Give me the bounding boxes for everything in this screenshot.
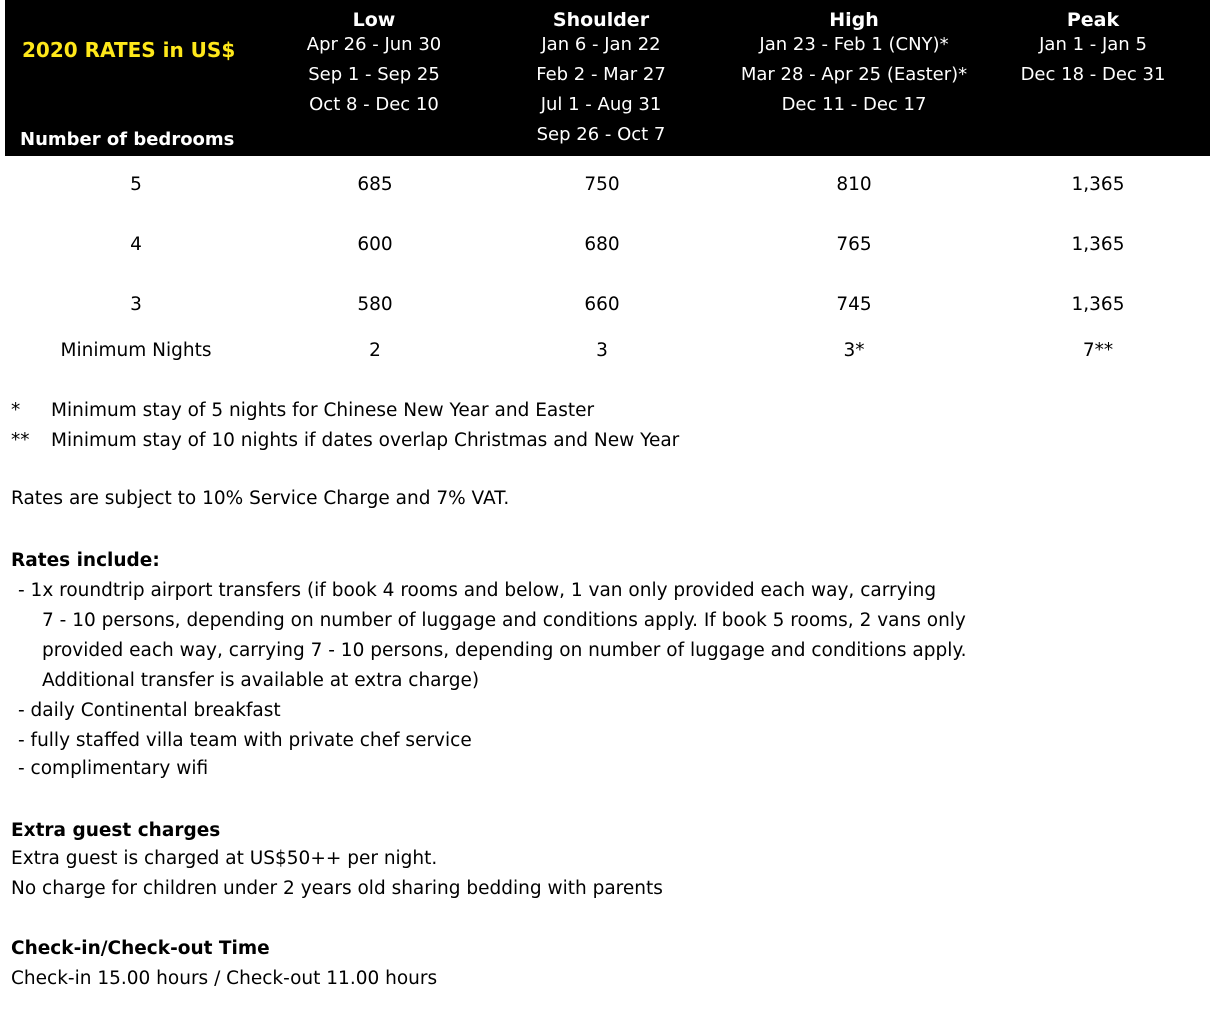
season-date-range: Dec 18 - Dec 31 [1020, 64, 1166, 85]
rates-title: 2020 RATES in US$ [22, 38, 236, 62]
season-column-shoulder [496, 0, 706, 150]
season-date-range: Jan 23 - Feb 1 (CNY)* [759, 34, 949, 55]
season-date-range: Jan 1 - Jan 5 [1039, 34, 1147, 55]
season-date-range: Sep 26 - Oct 7 [536, 124, 666, 145]
rate-cell: 1,365 [1071, 174, 1125, 195]
list-item: - complimentary wifi [18, 758, 209, 779]
list-item-continuation: Additional transfer is available at extra charge) [42, 670, 480, 691]
rates-include-heading: Rates include: [11, 550, 160, 571]
rate-cell: 745 [836, 294, 872, 315]
season-column-peak [995, 0, 1191, 90]
list-item: - fully staffed villa team with private chef service [18, 730, 472, 751]
season-name: High [829, 9, 879, 31]
extra-guest-text: Extra guest is charged at US$50++ per night. [11, 848, 438, 869]
rate-cell: 600 [357, 234, 393, 255]
rate-cell: 685 [357, 174, 393, 195]
list-item-continuation: 7 - 10 persons, depending on number of luggage and conditions apply. If book 5 rooms, 2 vans only [42, 610, 966, 631]
rate-cell: 810 [836, 174, 872, 195]
bedrooms-column-header: Number of bedrooms [20, 129, 235, 150]
bedrooms-cell: 5 [130, 174, 142, 195]
rates-table-header [5, 0, 1210, 156]
extra-guest-text: No charge for children under 2 years old sharing bedding with parents [11, 878, 663, 899]
list-item: - daily Continental breakfast [18, 700, 281, 721]
footnote [11, 396, 594, 426]
list-item-continuation: provided each way, carrying 7 - 10 persons, depending on number of luggage and conditions apply. [42, 640, 967, 661]
season-date-range: Jan 6 - Jan 22 [541, 34, 661, 55]
season-column-low [271, 0, 477, 120]
service-charge-note: Rates are subject to 10% Service Charge and 7% VAT. [11, 488, 510, 509]
footnote-text: Minimum stay of 10 nights if dates overlap Christmas and New Year [51, 430, 680, 451]
season-name: Shoulder [552, 9, 650, 31]
rate-cell: 750 [584, 174, 620, 195]
season-date-range: Sep 1 - Sep 25 [308, 64, 440, 85]
rate-cell: 580 [357, 294, 393, 315]
minimum-nights-cell: 7** [1082, 340, 1114, 361]
minimum-nights-cell: 3* [843, 340, 865, 361]
list-item: - 1x roundtrip airport transfers (if book 4 rooms and below, 1 van only provided each way, carrying [18, 580, 937, 601]
season-date-range: Oct 8 - Dec 10 [309, 94, 439, 115]
rate-cell: 765 [836, 234, 872, 255]
checkin-heading: Check-in/Check-out Time [11, 938, 270, 959]
bedrooms-cell: 4 [130, 234, 142, 255]
season-date-range: Jul 1 - Aug 31 [540, 94, 662, 115]
bedrooms-cell: 3 [130, 294, 142, 315]
season-column-high [723, 0, 985, 120]
minimum-nights-cell: 3 [596, 340, 608, 361]
footnote-text: Minimum stay of 5 nights for Chinese New Year and Easter [51, 400, 595, 421]
rate-cell: 660 [584, 294, 620, 315]
season-date-range: Mar 28 - Apr 25 (Easter)* [740, 64, 968, 85]
minimum-nights-label: Minimum Nights [60, 340, 212, 361]
season-date-range: Apr 26 - Jun 30 [306, 34, 442, 55]
season-name: Low [352, 9, 396, 31]
rate-cell: 1,365 [1071, 294, 1125, 315]
checkin-text: Check-in 15.00 hours / Check-out 11.00 hours [11, 968, 438, 989]
minimum-nights-cell: 2 [369, 340, 381, 361]
season-date-range: Feb 2 - Mar 27 [536, 64, 666, 85]
rate-cell: 1,365 [1071, 234, 1125, 255]
footnote-mark: * [11, 400, 21, 421]
extra-guest-heading: Extra guest charges [11, 820, 221, 841]
rate-cell: 680 [584, 234, 620, 255]
season-date-range: Dec 11 - Dec 17 [781, 94, 927, 115]
season-name: Peak [1066, 9, 1120, 31]
footnote [11, 426, 679, 456]
footnote-mark: ** [11, 430, 30, 451]
